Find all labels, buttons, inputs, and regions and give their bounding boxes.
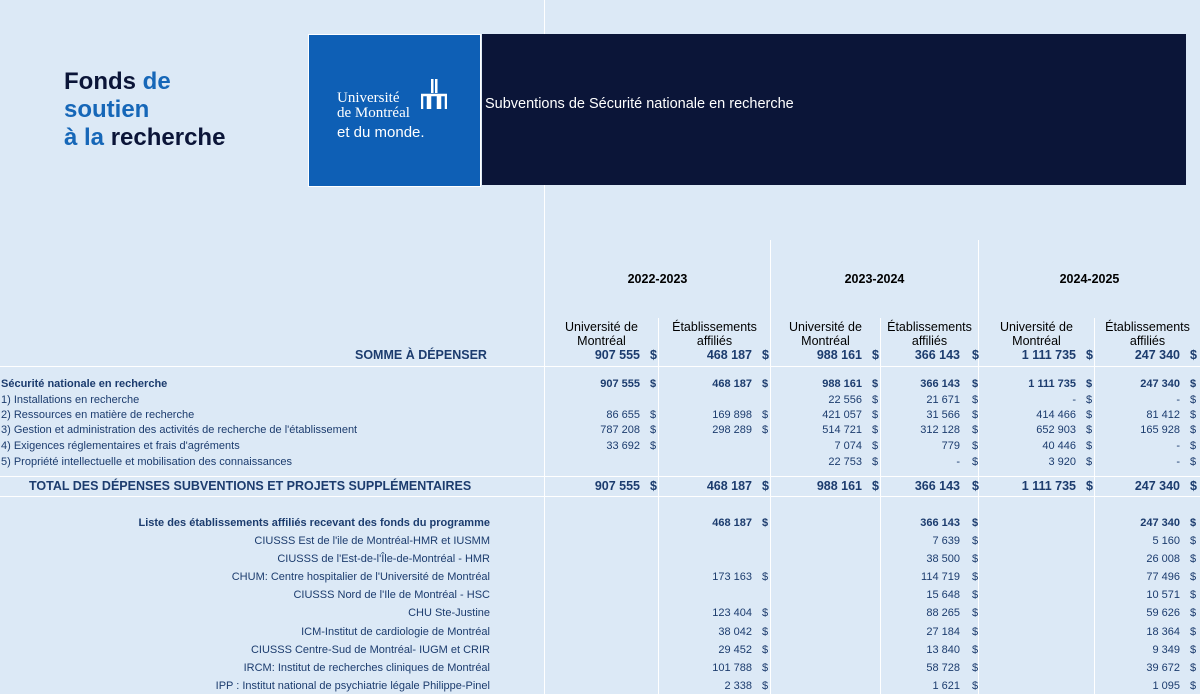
table-row-label: 3) Gestion et administration des activités de recherche de l'établissement [1, 424, 358, 436]
currency-symbol: $ [972, 394, 979, 406]
currency-symbol: $ [972, 643, 979, 656]
column-header-udem: Université de Montréal [565, 320, 638, 348]
cell-value: 7 639 [932, 535, 960, 547]
currency-symbol: $ [1190, 348, 1197, 362]
cell-value: 33 692 [606, 440, 640, 452]
cell-value: 421 057 [822, 409, 862, 421]
cell-value: 13 840 [926, 643, 960, 656]
cell-value: - [1072, 394, 1076, 406]
currency-symbol: $ [972, 661, 979, 674]
cell-value: 1 095 [1152, 679, 1180, 692]
cell-value: - [956, 456, 960, 468]
currency-symbol: $ [762, 607, 769, 620]
cell-value: 514 721 [822, 424, 862, 436]
currency-symbol: $ [650, 440, 657, 452]
cell-value: 1 111 735 [1021, 479, 1076, 493]
cell-value: 366 143 [914, 348, 960, 362]
currency-symbol: $ [972, 607, 979, 620]
currency-symbol: $ [1190, 394, 1197, 406]
logo-text: Université [337, 90, 400, 106]
currency-symbol: $ [1190, 553, 1197, 566]
logo-tagline: et du monde. [337, 124, 425, 141]
column-header-udem: Université de Montréal [1000, 320, 1073, 348]
column-header-udem: Université de Montréal [789, 320, 862, 348]
currency-symbol: $ [1190, 679, 1197, 692]
currency-symbol: $ [762, 643, 769, 656]
currency-symbol: $ [972, 348, 979, 362]
currency-symbol: $ [762, 378, 769, 390]
cell-value: 907 555 [594, 348, 640, 362]
cell-value: - [1176, 440, 1180, 452]
currency-symbol: $ [872, 440, 879, 452]
currency-symbol: $ [872, 456, 879, 468]
currency-symbol: $ [1190, 535, 1197, 547]
currency-symbol: $ [1086, 440, 1093, 452]
cell-value: 169 898 [712, 409, 752, 421]
cell-value: 38 042 [718, 625, 752, 638]
cell-value: 123 404 [712, 607, 752, 620]
currency-symbol: $ [872, 378, 879, 390]
cell-value: 59 626 [1146, 607, 1180, 620]
cell-value: - [1176, 394, 1180, 406]
affiliate-row-label: ICM-Institut de cardiologie de Montréal [301, 625, 490, 638]
cell-value: 40 446 [1042, 440, 1076, 452]
cell-value: 27 184 [926, 625, 960, 638]
currency-symbol: $ [1190, 456, 1197, 468]
currency-symbol: $ [972, 440, 979, 452]
currency-symbol: $ [650, 409, 657, 421]
cell-value: 468 187 [706, 348, 752, 362]
cell-value: 101 788 [712, 661, 752, 674]
cell-value: 39 672 [1146, 661, 1180, 674]
currency-symbol: $ [1086, 424, 1093, 436]
year-header: 2024-2025 [1059, 272, 1120, 286]
currency-symbol: $ [872, 394, 879, 406]
cell-value: 312 128 [920, 424, 960, 436]
currency-symbol: $ [972, 517, 979, 529]
currency-symbol: $ [1190, 607, 1197, 620]
currency-symbol: $ [972, 456, 979, 468]
cell-value: 247 340 [1134, 479, 1180, 493]
cell-value: 173 163 [712, 571, 752, 584]
grid-line [658, 318, 659, 694]
currency-symbol: $ [762, 517, 769, 529]
page-title: Fonds de soutien à la recherche [64, 68, 226, 151]
currency-symbol: $ [762, 424, 769, 436]
cell-value: 468 187 [712, 517, 752, 529]
currency-symbol: $ [1086, 378, 1093, 390]
table-row-label: 2) Ressources en matière de recherche [1, 409, 195, 421]
cell-value: 114 719 [921, 571, 960, 584]
currency-symbol: $ [650, 378, 657, 390]
grid-line [978, 240, 979, 694]
cell-value: 38 500 [926, 553, 960, 566]
currency-symbol: $ [762, 661, 769, 674]
currency-symbol: $ [1086, 409, 1093, 421]
cell-value: 652 903 [1036, 424, 1076, 436]
cell-value: 18 364 [1146, 625, 1180, 638]
currency-symbol: $ [872, 348, 879, 362]
currency-symbol: $ [972, 553, 979, 566]
currency-symbol: $ [762, 625, 769, 638]
currency-symbol: $ [972, 571, 979, 584]
header-banner [482, 34, 1186, 185]
cell-value: 86 655 [606, 409, 640, 421]
affiliate-row-label: CIUSSS Nord de l'Ile de Montréal - HSC [293, 589, 490, 602]
cell-value: 414 466 [1036, 409, 1076, 421]
currency-symbol: $ [1190, 571, 1197, 584]
cell-value: 165 928 [1140, 424, 1180, 436]
cell-value: 988 161 [816, 479, 862, 493]
cell-value: 787 208 [600, 424, 640, 436]
affiliate-row-label: CIUSSS de l'Est-de-l'Île-de-Montréal - HMR [277, 553, 490, 566]
cell-value: 31 566 [926, 409, 960, 421]
cell-value: 366 143 [914, 479, 960, 493]
currency-symbol: $ [972, 479, 979, 493]
somme-label: SOMME À DÉPENSER [355, 348, 487, 362]
grid-line [0, 496, 1200, 497]
table-row-label: 4) Exigences réglementaires et frais d'agréments [1, 440, 240, 452]
cell-value: 247 340 [1140, 378, 1180, 390]
cell-value: 366 143 [920, 378, 960, 390]
currency-symbol: $ [1190, 424, 1197, 436]
column-header-affiliates: Établissements affiliés [672, 320, 757, 348]
cell-value: 9 349 [1152, 643, 1180, 656]
cell-value: 26 008 [1146, 553, 1180, 566]
affiliate-row-label: CHUM: Centre hospitalier de l'Université de Montréal [231, 571, 490, 584]
cell-value: 779 [941, 440, 960, 452]
currency-symbol: $ [762, 348, 769, 362]
column-header-affiliates: Établissements affiliés [887, 320, 972, 348]
year-header: 2022-2023 [627, 272, 688, 286]
cell-value: 1 111 735 [1028, 378, 1076, 390]
currency-symbol: $ [1190, 517, 1197, 529]
cell-value: 247 340 [1134, 348, 1180, 362]
currency-symbol: $ [972, 679, 979, 692]
cell-value: 907 555 [594, 479, 640, 493]
currency-symbol: $ [1086, 394, 1093, 406]
currency-symbol: $ [762, 479, 769, 493]
cell-value: 10 571 [1146, 589, 1180, 602]
currency-symbol: $ [1190, 378, 1197, 390]
currency-symbol: $ [1190, 409, 1197, 421]
cell-value: 21 671 [926, 394, 960, 406]
logo-text: de Montréal [337, 105, 410, 121]
currency-symbol: $ [972, 424, 979, 436]
currency-symbol: $ [872, 479, 879, 493]
total-label: TOTAL DES DÉPENSES SUBVENTIONS ET PROJETS SUPPLÉMENTAIRES [29, 479, 472, 493]
cell-value: 22 556 [828, 394, 862, 406]
currency-symbol: $ [650, 424, 657, 436]
cell-value: 81 412 [1146, 409, 1180, 421]
affiliate-row-label: CIUSSS Est de l'ile de Montréal-HMR et IUSMM [254, 535, 490, 547]
currency-symbol: $ [762, 571, 769, 584]
logo-emblem-icon [421, 79, 447, 113]
cell-value: 366 143 [920, 517, 960, 529]
cell-value: 468 187 [712, 378, 752, 390]
currency-symbol: $ [972, 625, 979, 638]
table-row-label: 5) Propriété intellectuelle et mobilisation des connaissances [1, 456, 293, 468]
currency-symbol: $ [1086, 456, 1093, 468]
currency-symbol: $ [1190, 440, 1197, 452]
cell-value: 1 621 [932, 679, 960, 692]
grid-line [0, 366, 1200, 367]
currency-symbol: $ [1086, 348, 1093, 362]
column-header-affiliates: Établissements affiliés [1105, 320, 1190, 348]
cell-value: 907 555 [600, 378, 640, 390]
currency-symbol: $ [1190, 589, 1197, 602]
currency-symbol: $ [1190, 479, 1197, 493]
currency-symbol: $ [972, 378, 979, 390]
cell-value: 1 111 735 [1021, 348, 1076, 362]
currency-symbol: $ [762, 679, 769, 692]
cell-value: 3 920 [1048, 456, 1076, 468]
cell-value: 88 265 [926, 607, 960, 620]
affiliates-title: Liste des établissements affiliés recevant des fonds du programme [138, 517, 490, 529]
cell-value: 468 187 [706, 479, 752, 493]
currency-symbol: $ [650, 348, 657, 362]
cell-value: 58 728 [926, 661, 960, 674]
cell-value: 22 753 [828, 456, 862, 468]
cell-value: 7 074 [834, 440, 862, 452]
cell-value: 2 338 [724, 679, 752, 692]
affiliate-row-label: CHU Ste-Justine [408, 607, 490, 620]
cell-value: 5 160 [1152, 535, 1180, 547]
currency-symbol: $ [1190, 625, 1197, 638]
university-logo [308, 34, 481, 187]
banner-title: Subventions de Sécurité nationale en recherche [485, 96, 794, 112]
currency-symbol: $ [762, 409, 769, 421]
year-header: 2023-2024 [844, 272, 905, 286]
currency-symbol: $ [1190, 643, 1197, 656]
currency-symbol: $ [650, 479, 657, 493]
affiliate-row-label: CIUSSS Centre-Sud de Montréal- IUGM et CRIR [250, 643, 490, 656]
grid-line [0, 476, 1200, 477]
currency-symbol: $ [872, 409, 879, 421]
cell-value: - [1176, 456, 1180, 468]
table-row-label: 1) Installations en recherche [1, 394, 140, 406]
cell-value: 247 340 [1140, 517, 1180, 529]
currency-symbol: $ [972, 589, 979, 602]
cell-value: 77 496 [1146, 571, 1180, 584]
currency-symbol: $ [872, 424, 879, 436]
currency-symbol: $ [1086, 479, 1093, 493]
currency-symbol: $ [972, 409, 979, 421]
cell-value: 29 452 [718, 643, 752, 656]
affiliate-row-label: IRCM: Institut de recherches cliniques de Montréal [243, 661, 490, 674]
cell-value: 988 161 [822, 378, 862, 390]
grid-line [770, 240, 771, 694]
cell-value: 988 161 [816, 348, 862, 362]
cell-value: 15 648 [926, 589, 960, 602]
section-title: Sécurité nationale en recherche [1, 378, 168, 390]
affiliate-row-label: IPP : Institut national de psychiatrie légale Philippe-Pinel [215, 679, 490, 692]
cell-value: 298 289 [712, 424, 752, 436]
currency-symbol: $ [1190, 661, 1197, 674]
currency-symbol: $ [972, 535, 979, 547]
